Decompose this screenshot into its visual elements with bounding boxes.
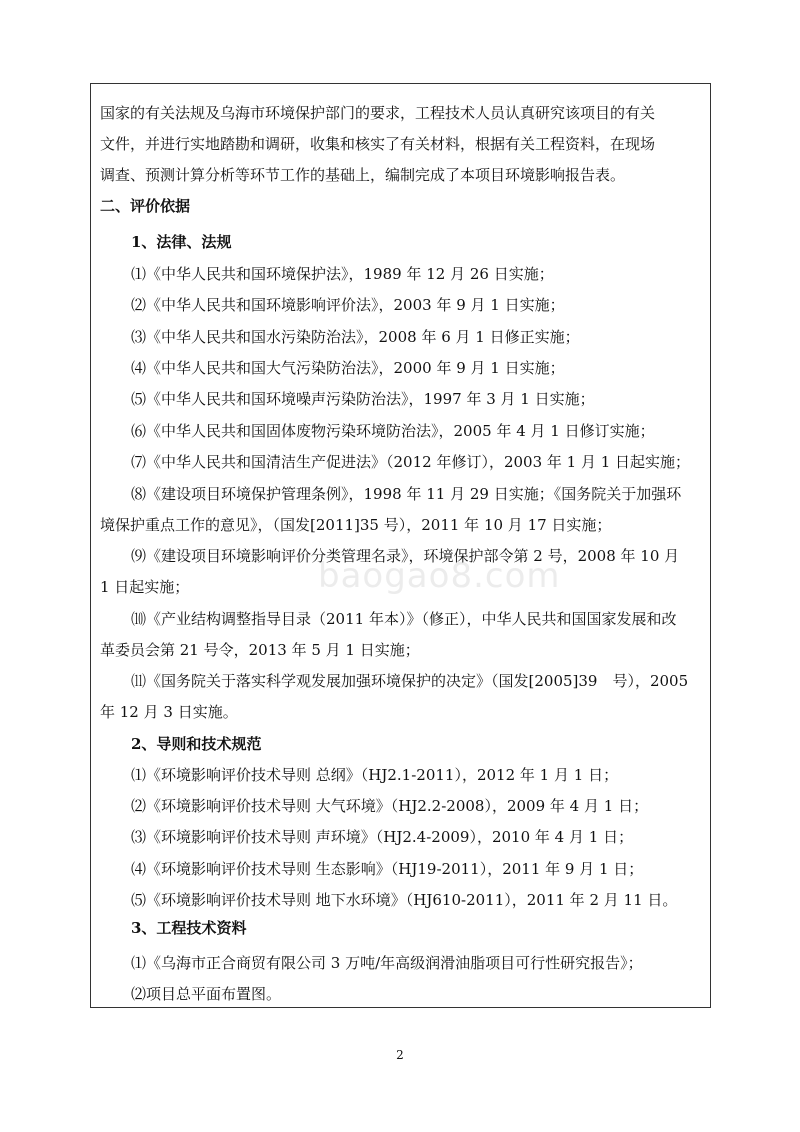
law-item: ⑻《建设项目环境保护管理条例》，1998 年 11 月 29 日实施；《国务院关于加强环 bbox=[131, 485, 682, 503]
page-number: 2 bbox=[396, 1048, 404, 1062]
tech-item: ⑴《乌海市正合商贸有限公司 3 万吨/年高级润滑油脂项目可行性研究报告》； bbox=[131, 954, 643, 972]
guide-item: ⑵《环境影响评价技术导则 大气环境》（HJ2.2-2008），2009 年 4 月 1 日； bbox=[131, 797, 649, 815]
law-item: ⑵《中华人民共和国环境影响评价法》，2003 年 9 月 1 日实施； bbox=[131, 296, 565, 314]
law-item-continued: 1 日起实施； bbox=[100, 578, 190, 596]
law-item: ⑾《国务院关于落实科学观发展加强环境保护的决定》（国发[2005]39 号），2005 bbox=[131, 672, 689, 690]
law-item: ⑸《中华人民共和国环境噪声污染防治法》，1997 年 3 月 1 日实施； bbox=[131, 390, 595, 408]
law-item-continued: 年 12 月 3 日实施。 bbox=[100, 703, 238, 721]
law-item: ⑶《中华人民共和国水污染防治法》，2008 年 6 月 1 日修正实施； bbox=[131, 328, 580, 346]
intro-line: 调查、预测计算分析等环节工作的基础上，编制完成了本项目环境影响报告表。 bbox=[100, 166, 626, 184]
intro-line: 文件，并进行实地踏勘和调研，收集和核实了有关材料，根据有关工程资料，在现场 bbox=[100, 135, 656, 153]
law-item: ⑺《中华人民共和国清洁生产促进法》（2012 年修订），2003 年 1 月 1 日起实施； bbox=[131, 453, 691, 471]
watermark: baogao8.com bbox=[318, 556, 561, 596]
guide-item: ⑸《环境影响评价技术导则 地下水环境》（HJ610-2011），2011 年 2 月 11 日。 bbox=[131, 891, 678, 909]
subsection-title: 3、工程技术资料 bbox=[131, 919, 247, 937]
intro-line: 国家的有关法规及乌海市环境保护部门的要求，工程技术人员认真研究该项目的有关 bbox=[100, 104, 656, 122]
guide-item: ⑷《环境影响评价技术导则 生态影响》（HJ19-2011），2011 年 9 月 1 日； bbox=[131, 860, 644, 878]
law-item: ⑼《建设项目环境影响评价分类管理名录》，环境保护部令第 2 号，2008 年 10 月 bbox=[131, 547, 680, 565]
law-item: ⑽《产业结构调整指导目录（2011 年本）》（修正），中华人民共和国国家发展和改 bbox=[131, 610, 677, 628]
subsection-title: 1、法律、法规 bbox=[131, 233, 232, 251]
subsection-title: 2、导则和技术规范 bbox=[131, 735, 262, 753]
guide-item: ⑶《环境影响评价技术导则 声环境》（HJ2.4-2009），2010 年 4 月 1 日； bbox=[131, 828, 634, 846]
section-title: 二、评价依据 bbox=[100, 197, 191, 215]
law-item: ⑴《中华人民共和国环境保护法》，1989 年 12 月 26 日实施； bbox=[131, 265, 554, 283]
law-item: ⑹《中华人民共和国固体废物污染环境防治法》，2005 年 4 月 1 日修订实施； bbox=[131, 422, 655, 440]
law-item: ⑷《中华人民共和国大气污染防治法》，2000 年 9 月 1 日实施； bbox=[131, 359, 565, 377]
tech-item: ⑵项目总平面布置图。 bbox=[131, 985, 282, 1003]
guide-item: ⑴《环境影响评价技术导则 总纲》（HJ2.1-2011），2012 年 1 月 1 日； bbox=[131, 766, 619, 784]
law-item-continued: 革委员会第 21 号令，2013 年 5 月 1 日实施； bbox=[100, 641, 420, 659]
law-item-continued: 境保护重点工作的意见》，（国发[2011]35 号），2011 年 10 月 17 日实施； bbox=[100, 516, 612, 534]
